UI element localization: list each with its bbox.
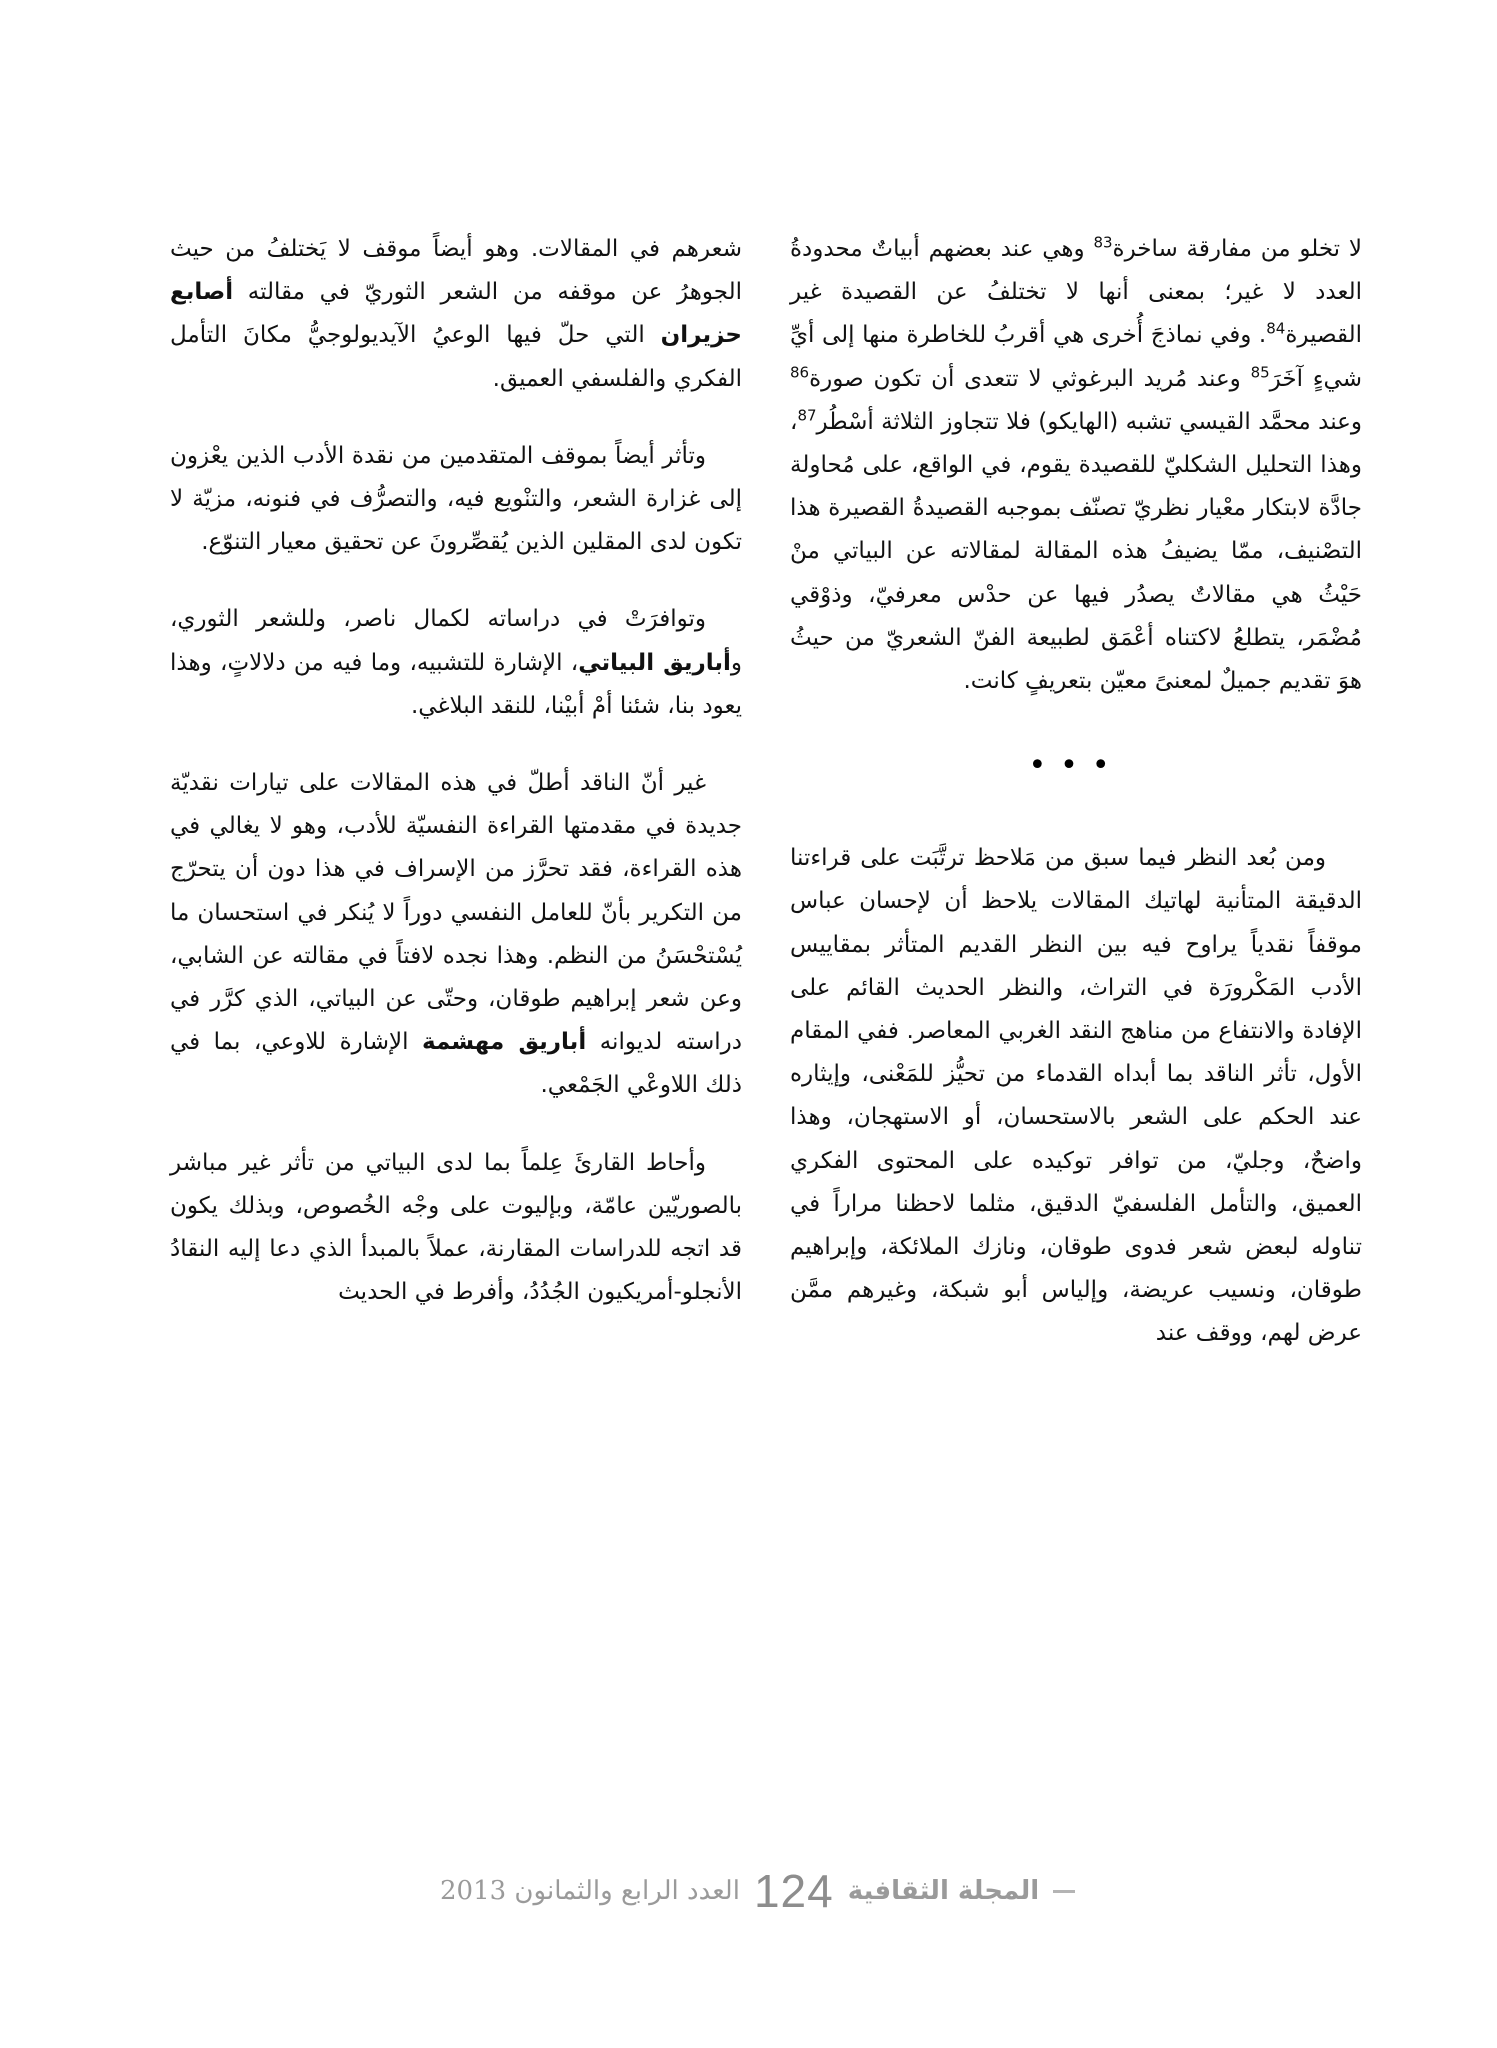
footnote-ref-87[interactable]: 87 [797,406,817,425]
footer-rule [1053,1890,1075,1893]
footer-issue-year: العدد الرابع والثمانون 2013 [440,1876,740,1906]
title-abariq-muhashama: أباريق مهشمة [422,1029,587,1056]
left-paragraph-2: وتأثر أيضاً بموقف المتقدمين من نقدة الأدب الذين يعْزون إلى غزارة الشعر، والتنْويع فيه، والتصرُّف في فنونه، مزيّة لا تكون لدى المقلين الذين يُقصِّرونَ عن تحقيق معيار التنوّع. [170,442,742,556]
right-text-column [790,228,1362,1356]
left-text-column [170,228,742,1314]
left-paragraph-5: وأحاط القارئَ عِلماً بما لدى البياتي من تأثر غير مباشر بالصوريّين عامّة، وبإليوت على وجْه الخُصوص، وبذلك يكون قد اتجه للدراسات المقارنة، عملاً بالمبدأ الذي دعا إليه النقادُ الأنجلو-أمريكيون الجُدُدُ، وأفرط في الحديث [170,1149,742,1306]
footnote-ref-84[interactable]: 84 [1266,319,1286,338]
title-asabi-haziran: أصابع حزيران [170,279,742,349]
page-number: 124 [753,1865,834,1917]
left-paragraph-1: شعرهم في المقالات. وهو أيضاً موقف لا يَختلفُ من حيث الجوهرُ عن موقفه من الشعر الثوريّ في مقالته أصابع حزيران التي حلّ فيها الوعيُ الآيديولوجيُّ مكانَ التأمل الفكري والفلسفي العميق. [170,236,742,392]
left-paragraph-4: غير أنّ الناقد أطلّ في هذه المقالات على تيارات نقديّة جديدة في مقدمتها القراءة النفسيّة للأدب، وهو لا يغالي في هذه القراءة، فقد تحرَّز من الإسراف في هذا دون أن يتحرّج من التكرير بأنّ للعامل النفسي دوراً لا يُنكر في استحسان ما يُسْتحْسَنُ من النظم. وهذا نجده لافتاً في مقالته عن الشابي، وعن شعر إبراهيم طوقان، وحتّى عن البياتي، الذي كرَّر في دراسته لديوانه أباريق مهشمة الإشارة للاوعي، بما في ذلك اللاوعْي الجَمْعي. [170,770,742,1099]
right-paragraph-1: لا تخلو من مفارقة ساخرة$^{83}$ وهي عند بعضهم أبياتٌ محدودةُ العدد لا غير؛ بمعنى أنها لا تختلفُ عن القصيدة غير القصيرة$^{84}$. وفي نماذجَ أُخرى هي أقربُ للخاطرة منها إلى أيِّ شيءٍ آخَرَ$^{85}$ وعند مُريد البرغوثي لا تتعدى أن تكون صورة$^{86}$ وعند محمَّد القيسي تشبه (الهايكو) فلا تتجاوز الثلاثة أسْطُر$^{87}$، وهذا التحليل الشكليّ للقصيدة يقوم، في الواقع، على مُحاولة جادَّة لابتكار معْيار نظريّ تصنّف بموجبه القصيدةُ القصيرة هذا التصْنيف، ممّا يضيفُ هذه المقالة لمقالاته عن البياتي منْ حَيْثُ هي مقالاتٌ يصدُر فيها عن حدْس معرفيّ، وذوْقي مُضْمَر، يتطلعُ لاكتناه أعْمَق لطبيعة الفنّ الشعريّ من حيثُ هوَ تقديم جميلٌ لمعنىً معيّن بتعريفٍ كانت. [790,233,1362,695]
page-footer [440,1865,1080,1917]
title-abariq-albayati: أباريق البياتي [578,649,731,676]
left-paragraph-3: وتوافرَتْ في دراساته لكمال ناصر، وللشعر الثوري، وأباريق البياتي، الإشارة للتشبيه، وما فيه من دلالاتٍ، وهذا يعود بنا، شئنا أمْ أبيْنا، للنقد البلاغي. [170,606,742,719]
right-paragraph-2: ومن بُعد النظر فيما سبق من مَلاحظ ترتَّبَت على قراءتنا الدقيقة المتأنية لهاتيك المقالات يلاحظ أن لإحسان عباس موقفاً نقدياً يراوح فيه بين النظر القديم المتأثر بمقاييس الأدب المَكْرورَة في التراث، والنظر الحديث القائم على الإفادة والانتفاع من مناهج النقد الغربي المعاصر. ففي المقام الأول، تأثر الناقد بما أبداه القدماء من تحيُّز للمَعْنى، وإيثاره عند الحكم على الشعر بالاستحسان، أو الاستهجان، وهذا واضحٌ، وجليّ، من توافر توكيده على المحتوى الفكري العميق، والتأمل الفلسفيّ الدقيق، مثلما لاحظنا مراراً في تناوله لبعض شعر فدوى طوقان، ونازك الملائكة، وإبراهيم طوقان، ونسيب عريضة، وإلياس أبو شبكة، وغيرهم ممَّن عرض لهم، ووقف عند [790,845,1362,1347]
footnote-ref-83[interactable]: 83 [1093,233,1113,252]
footnote-ref-85[interactable]: 85 [1250,362,1270,381]
section-separator-dots: ••• [1028,748,1124,784]
footnote-ref-86[interactable]: 86 [790,362,810,381]
magazine-name: المجلة الثقافية [847,1876,1040,1906]
